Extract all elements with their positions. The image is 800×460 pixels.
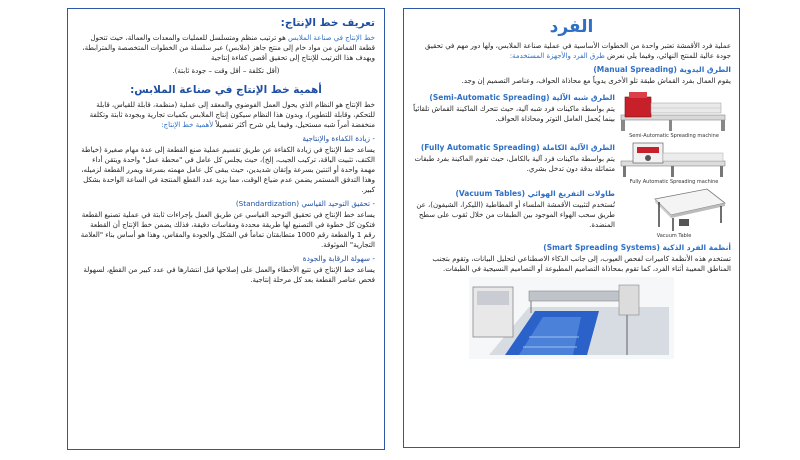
smart-spreading-text: تستخدم هذه الأنظمة كاميرات لفحص العيوب، إلى جانب الذكاء الاصطناعي لتحليل البيانات، وتقوم بتجنب المناطق المعيبة أثناء الفرد، كما تقوم بمحاذاة التصاميم المطبوعة أو التصاميم النسيجية في الطبقات. xyxy=(432,255,731,273)
bullet-efficiency-title: - زيادة الكفاءة والإنتاجية xyxy=(302,134,375,143)
spreading-intro xyxy=(412,41,731,61)
smart-spreading-image xyxy=(469,277,674,359)
fully-auto-row xyxy=(412,139,731,185)
importance-title: أهمية خط الإنتاج في صناعة الملابس: xyxy=(130,84,322,96)
bullet-efficiency-text: يساعد خط الإنتاج في زيادة الكفاءة عن طريق تقسيم عملية صنع القطعة إلى عدة مهام صغيرة (خياطة الكتف، تثبيت الياقة، تركيب الجيب، إلخ)، حيث يجلس كل عامل في "محطة عمل" واحدة ويتقن أداء مهمة واحدة أو اثنتين بسرعة وإتقان شديدين، حيث يبقى كل عامل مهمته بسرعة ويمرر القطعة لزميله، وهذا التدفق المستمر يضمن عدم ضياع الوقت، مما يزيد عدد القطع المنتجة في الساعة الواحدة بشكل كبير. xyxy=(81,146,375,194)
production-line-definition-title: تعريف خط الإنتاج: xyxy=(280,17,375,29)
vacuum-caption: Vacuum Table xyxy=(656,233,692,239)
bullet-standardization-text: يساعد خط الإنتاج في تحقيق التوحيد القياسي عن طريق العمل بإجراءات ثابتة في عملية تصنيع القطعة فتكون كل خطوة في التصنيع لها طريقة محددة ومقاسات دقيقة، فذلك يضمن خط الإنتاج أن القطعة رقم 1 والقطعة رقم 1000 متطابقتان تماماً في الشكل والجودة والمقاس، وهذا هو أساس بناء "العلامة التجارية" الموثوقة. xyxy=(80,211,375,249)
bullet-efficiency-label: زيادة الكفاءة والإنتاجية xyxy=(302,134,371,143)
importance-link: لأهمية خط الإنتاج: xyxy=(161,121,214,129)
fully-auto-machine-illustration xyxy=(619,139,729,179)
smart-spreading-illustration xyxy=(469,277,674,359)
vacuum-row xyxy=(412,185,731,239)
semi-auto-machine-illustration xyxy=(619,89,729,133)
vacuum-text: تُستخدم لتثبيت الأقمشة الملساء أو المطاطية (الليكرا، الشيفون)، عن طريق سحب الهواء الموجود بين الطبقات من خلال ثقوب على سطح المنضدة. xyxy=(416,201,615,229)
spreading-panel xyxy=(403,8,740,448)
bullet-quality-label: سهولة الرقابة والجودة xyxy=(302,254,371,263)
vacuum-title: طاولات التفريغ الهوائي (Vacuum Tables) xyxy=(455,189,615,198)
bullet-quality-title: - سهولة الرقابة والجودة xyxy=(302,254,375,263)
bullet-quality-text: يساعد خط الإنتاج في تتبع الأخطاء والعمل على إصلاحها قبل انتشارها في عدد كبير من القطع، لسهولة فحص عناصر القطعة بعد كل مرحلة إنتاجية. xyxy=(83,266,375,284)
fully-auto-caption: Fully Automatic Spreading machine xyxy=(629,179,719,185)
vacuum-table-illustration xyxy=(649,185,729,233)
definition-note: (أقل تكلفة – أقل وقت – جودة ثابتة). xyxy=(172,67,280,75)
importance-paragraph xyxy=(77,100,375,130)
bullet-standardization-label: تحقيق التوحيد القياسي (Standardization) xyxy=(235,199,371,208)
definition-text: هو ترتيب منظم ومتسلسل للعمليات والمعدات والعمالة، حيث تتحول قطعة القماش من مواد خام إلى منتج جاهز (ملابس) عبر سلسلة من الخطوات المتخصصة والمترابطة، ويهدف هذا الترتيب للإنتاج إلى تحقيق أقصى كفاءة إنتاجية xyxy=(82,34,375,62)
fully-auto-title: الطرق الآلية الكاملة (Fully Automatic Spreading) xyxy=(420,143,615,152)
fully-auto-machine-image xyxy=(619,139,729,185)
semi-auto-text: يتم بواسطة ماكينات فرد شبه آلية، حيث تتحرك الماكينة القماش تلقائياً بينما يُحمل العامل التوتر ومحاذاة الحواف. xyxy=(413,105,615,123)
smart-spreading-title: أنظمة الفرد الذكية (Smart Spreading Systems) xyxy=(543,243,731,252)
production-line-definition xyxy=(77,33,375,63)
fully-auto-text: يتم بواسطة ماكينات فرد آلية بالكامل، حيث تقوم الماكينة بفرد طبقات متماثلة بدقة دون تدخل بشري. xyxy=(414,155,615,173)
semi-auto-caption: Semi-Automatic Spreading machine xyxy=(629,133,719,139)
importance-text: خط الإنتاج هو النظام الذي يحول العمل الفوضوي والمعقد إلى عملية (منظمة، قابلة للقياس، قابلة للتحكم، وقابلة للتطوير)، وبدون هذا النظام سيكون إنتاج الملابس بكميات تجارية وبجودة ثابتة وتكلفة منخفضة أمراً شبه مستحيل، وفيما يلي شرح أكثر تفصيلاً xyxy=(89,101,375,129)
vacuum-table-image xyxy=(619,185,729,239)
semi-auto-machine-image xyxy=(619,89,729,139)
semi-auto-title: الطرق شبه الآلية (Semi-Automatic Spreading) xyxy=(429,93,615,102)
bullet-standardization-title: - تحقيق التوحيد القياسي (Standardization) xyxy=(235,199,375,208)
definition-highlight: خط الإنتاج في صناعة الملابس xyxy=(288,34,375,42)
spreading-title: الفرد xyxy=(549,17,594,37)
semi-auto-row xyxy=(412,89,731,139)
production-line-panel xyxy=(67,8,385,450)
manual-spreading-title: الطرق اليدوية (Manual Spreading) xyxy=(593,65,731,74)
intro-text: عملية فرد الأقمشة تعتبر واحدة من الخطوات الأساسية في عملية صناعة الملابس، ولها دور مهم في تحقيق جودة عالية للمنتج النهائي، وفيما يلي نعرض xyxy=(425,42,731,60)
intro-highlight: طرق الفرد والأجهزة المستخدمة: xyxy=(509,52,605,60)
manual-spreading-text: يقوم العمال بفرد القماش طبقة تلو الأخرى يدوياً مع محاذاة الحواف، وعناصر التصميم إن وجد. xyxy=(461,77,731,85)
